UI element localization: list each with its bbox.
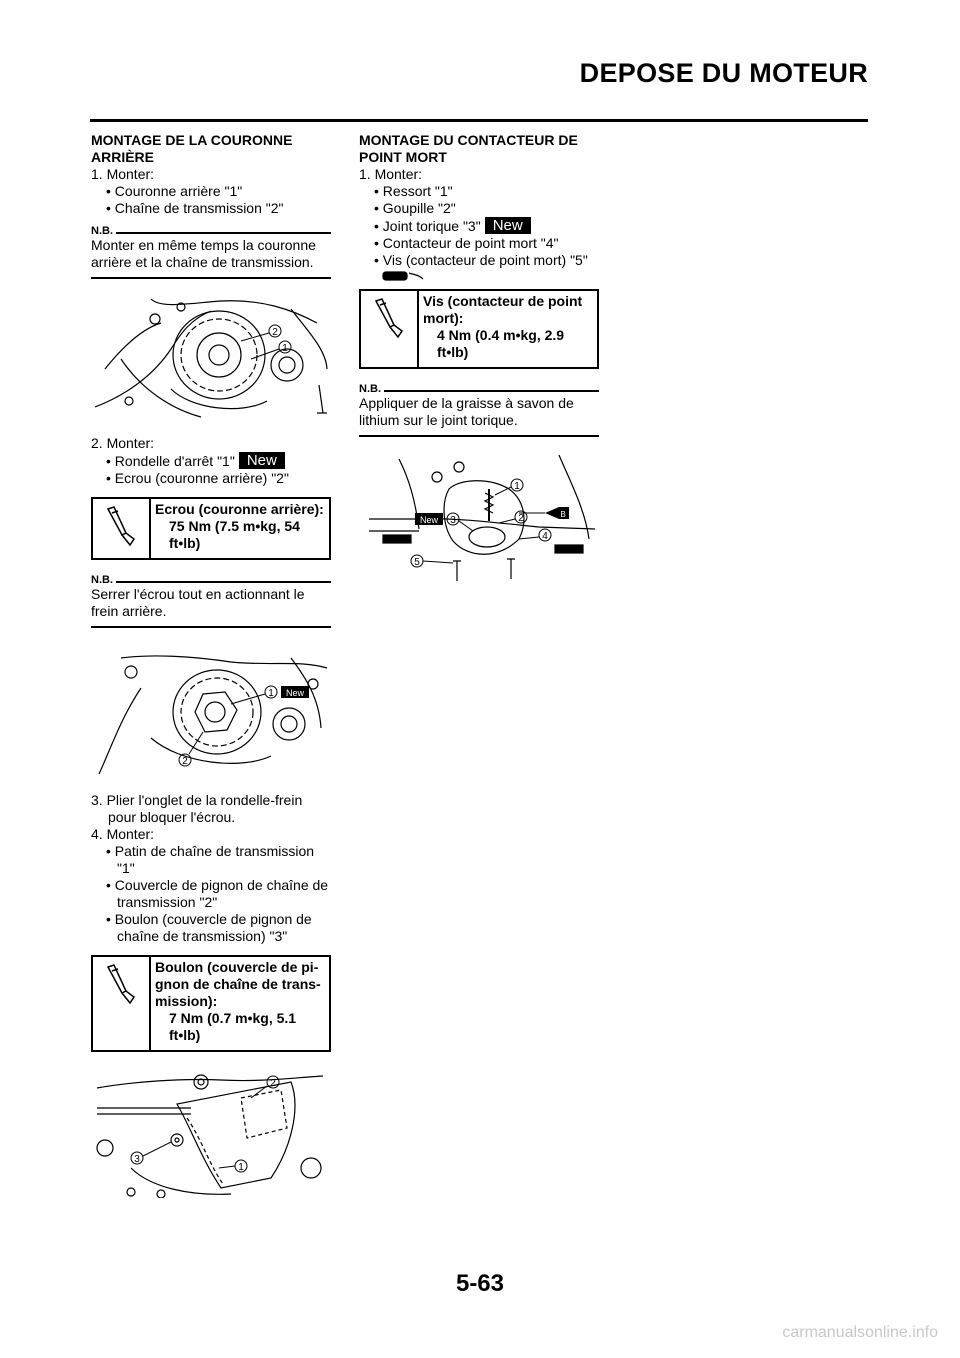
step-1: 1. Monter:	[91, 166, 155, 182]
callout-2	[179, 732, 203, 767]
heading-line: MONTAGE DE LA COURONNE	[91, 132, 293, 148]
torque-label: gnon de chaîne de trans-	[155, 976, 321, 992]
note-block	[359, 383, 599, 437]
step-3: 3. Plier l'onglet de la rondelle-frein pour bloquer l'écrou.	[91, 792, 303, 825]
bullet-text: Rondelle d'arrêt "1"	[114, 453, 235, 469]
svg-text:1: 1	[238, 1162, 244, 1173]
bullet-item: • Couronne arrière "1"	[91, 183, 331, 200]
torque-label: Boulon (couvercle de pi-	[155, 959, 319, 975]
svg-text:4: 4	[542, 531, 548, 542]
bullet-item: • Couvercle de pignon de chaîne de transmission "2"	[91, 877, 331, 911]
torque-value: ft•lb)	[437, 344, 469, 360]
right-column	[359, 132, 599, 589]
torque-symbol-icon	[359, 269, 599, 285]
callout-3	[447, 513, 473, 531]
figure-sprocket-cover	[91, 1068, 331, 1204]
svg-text:1: 1	[514, 481, 520, 492]
callout-5	[411, 555, 453, 568]
new-badge: New	[239, 452, 285, 469]
step-4: 4. Monter:	[91, 826, 155, 842]
new-tag	[281, 686, 309, 698]
bullet-text: Joint torique "3"	[382, 218, 481, 234]
torque-spec-box	[91, 955, 331, 1052]
page-number: 5-63	[455, 1270, 505, 1297]
lock-washer-illustration	[91, 648, 331, 780]
left-column	[91, 132, 331, 1204]
torque-wrench-icon	[361, 291, 419, 367]
svg-text:2: 2	[518, 513, 524, 524]
svg-text:New: New	[419, 515, 439, 525]
svg-text:3: 3	[134, 1154, 140, 1165]
torque-value: ft•lb)	[169, 1027, 201, 1043]
new-tag	[415, 513, 443, 525]
callout-1	[495, 479, 523, 495]
figure-sprocket-chain	[91, 289, 331, 427]
note-block	[91, 574, 331, 628]
step-2: 2. Monter:	[91, 435, 155, 451]
title-rule	[90, 119, 868, 122]
sprocket-illustration	[91, 289, 331, 425]
torque-value: ft•lb)	[169, 535, 201, 551]
watermark: carmanualsonline.info	[782, 1324, 938, 1341]
bullet-item: • Chaîne de transmission "2"	[91, 200, 331, 217]
bullet-item	[91, 452, 331, 470]
bullet-item: • Goupille "2"	[359, 200, 599, 217]
torque-wrench-icon	[93, 499, 151, 558]
svg-text:B: B	[560, 510, 566, 519]
step-1: 1. Monter:	[359, 166, 423, 182]
bullet-item: • Boulon (couvercle de pignon de chaîne de transmission) "3"	[91, 911, 331, 945]
torque-value: 75 Nm (7.5 m•kg, 54	[169, 518, 300, 534]
heading-line: ARRIÈRE	[91, 149, 155, 165]
note-label: N.B.	[91, 574, 113, 586]
callout-3	[131, 1142, 171, 1165]
torque-spec-box	[91, 497, 331, 560]
note-block	[91, 225, 331, 279]
svg-text:3: 3	[450, 515, 456, 526]
page-title: DEPOSE DU MOTEUR	[579, 58, 868, 88]
bullet-item: • Vis (contacteur de point mort) "5"	[359, 252, 599, 269]
svg-text:1: 1	[282, 343, 288, 354]
bullet-item: • Contacteur de point mort "4"	[359, 235, 599, 252]
sprocket-cover-illustration	[91, 1068, 331, 1198]
figure-neutral-switch	[359, 449, 599, 589]
bullet-item	[359, 217, 599, 235]
callout-1	[219, 1160, 247, 1173]
new-badge: New	[485, 217, 531, 234]
figure-lock-washer	[91, 648, 331, 786]
note-text: Appliquer de la graisse à savon de lithium sur le joint torique.	[359, 395, 599, 437]
note-text: Monter en même temps la couronne arrière et la chaîne de transmission.	[91, 237, 331, 279]
torque-value: 7 Nm (0.7 m•kg, 5.1	[169, 1010, 297, 1026]
torque-wrench-icon	[93, 957, 151, 1050]
note-text: Serrer l'écrou tout en actionnant le frein arrière.	[91, 586, 331, 628]
torque-label: Vis (contacteur de point	[423, 293, 583, 309]
callout-2	[241, 325, 281, 341]
svg-text:2: 2	[182, 756, 188, 767]
neutral-switch-illustration	[359, 449, 599, 587]
svg-text:5: 5	[414, 557, 420, 568]
bullet-item: • Ressort "1"	[359, 183, 599, 200]
torque-label: Ecrou (couronne arrière):	[155, 501, 324, 517]
torque-spec-box	[359, 289, 599, 369]
torque-label: mission):	[155, 993, 218, 1009]
callout-4	[519, 529, 551, 542]
svg-text:2: 2	[272, 327, 278, 338]
svg-text:2: 2	[270, 1078, 276, 1089]
svg-text:1: 1	[268, 688, 274, 699]
bullet-item: • Patin de chaîne de transmission "1"	[91, 843, 331, 877]
heading-line: POINT MORT	[359, 149, 447, 165]
heading-line: MONTAGE DU CONTACTEUR DE	[359, 132, 578, 148]
section-heading	[359, 132, 599, 166]
svg-text:New: New	[285, 688, 305, 698]
torque-label: mort):	[423, 310, 464, 326]
bullet-item: • Ecrou (couronne arrière) "2"	[91, 470, 331, 487]
torque-value: 4 Nm (0.4 m•kg, 2.9	[437, 327, 565, 343]
note-label: N.B.	[91, 225, 113, 237]
section-heading	[91, 132, 331, 166]
note-label: N.B.	[359, 383, 381, 395]
